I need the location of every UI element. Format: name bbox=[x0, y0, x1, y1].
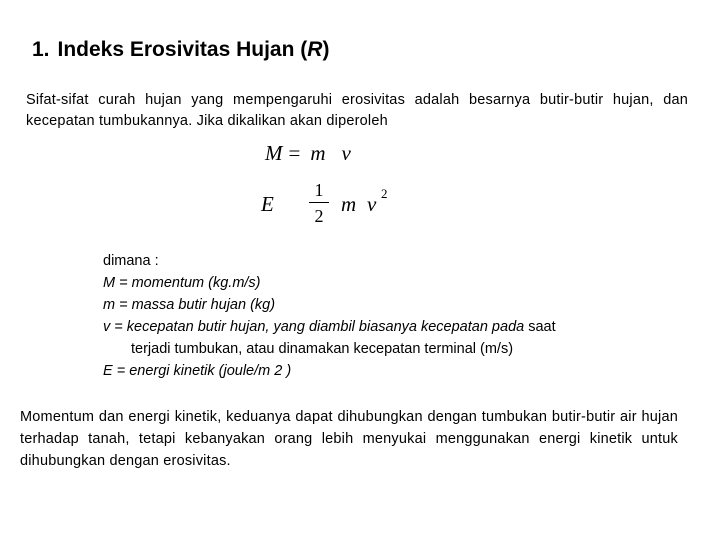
energy-mass: m bbox=[341, 192, 357, 216]
fraction-numerator: 1 bbox=[314, 180, 324, 200]
section-heading bbox=[32, 38, 329, 62]
definition-velocity-saat: saat bbox=[524, 319, 556, 335]
energy-lhs: E bbox=[261, 192, 274, 216]
intro-paragraph: Sifat-sifat curah hujan yang mempengaruhi erosivitas adalah besarnya butir-butir hujan, dan kecepatan tumbukannya. Jika dikalikan akan diperoleh bbox=[26, 92, 688, 129]
heading-close: ) bbox=[322, 38, 330, 61]
definition-velocity-text: v = kecepatan butir hujan, yang diambil biasanya kecepatan pada bbox=[103, 319, 525, 335]
energy-fraction bbox=[309, 180, 329, 226]
momentum-equals: = bbox=[288, 141, 301, 165]
definition-velocity bbox=[103, 316, 643, 338]
fraction-bar bbox=[309, 202, 329, 203]
heading-symbol: R bbox=[307, 38, 323, 61]
momentum-lhs: M bbox=[265, 141, 283, 165]
definition-velocity-continued: terjadi tumbukan, atau dinamakan kecepatan terminal (m/s) bbox=[131, 341, 514, 357]
momentum-equation bbox=[265, 141, 351, 166]
definition-energy: E = energi kinetik (joule/m 2 ) bbox=[103, 363, 292, 379]
momentum-mass: m bbox=[310, 141, 326, 165]
energy-velocity: v bbox=[367, 192, 377, 216]
definitions-intro: dimana : bbox=[103, 253, 159, 269]
heading-text: Indeks Erosivitas Hujan ( bbox=[57, 38, 308, 61]
definitions-list bbox=[103, 250, 643, 382]
energy-equation bbox=[261, 180, 401, 228]
closing-paragraph: Momentum dan energi kinetik, keduanya dapat dihubungkan dengan tumbukan butir-butir air hujan terhadap tanah, tetapi kebanyakan orang lebih menyukai menggunakan energi kinetik untuk dihubungkan dengan erosivitas. bbox=[20, 409, 678, 469]
definition-mass: m = massa butir hujan (kg) bbox=[103, 297, 276, 313]
heading-number: 1. bbox=[32, 38, 50, 61]
momentum-velocity: v bbox=[341, 141, 351, 165]
energy-exponent: 2 bbox=[381, 186, 388, 201]
fraction-denominator: 2 bbox=[314, 206, 324, 226]
definition-momentum: M = momentum (kg.m/s) bbox=[103, 275, 261, 291]
